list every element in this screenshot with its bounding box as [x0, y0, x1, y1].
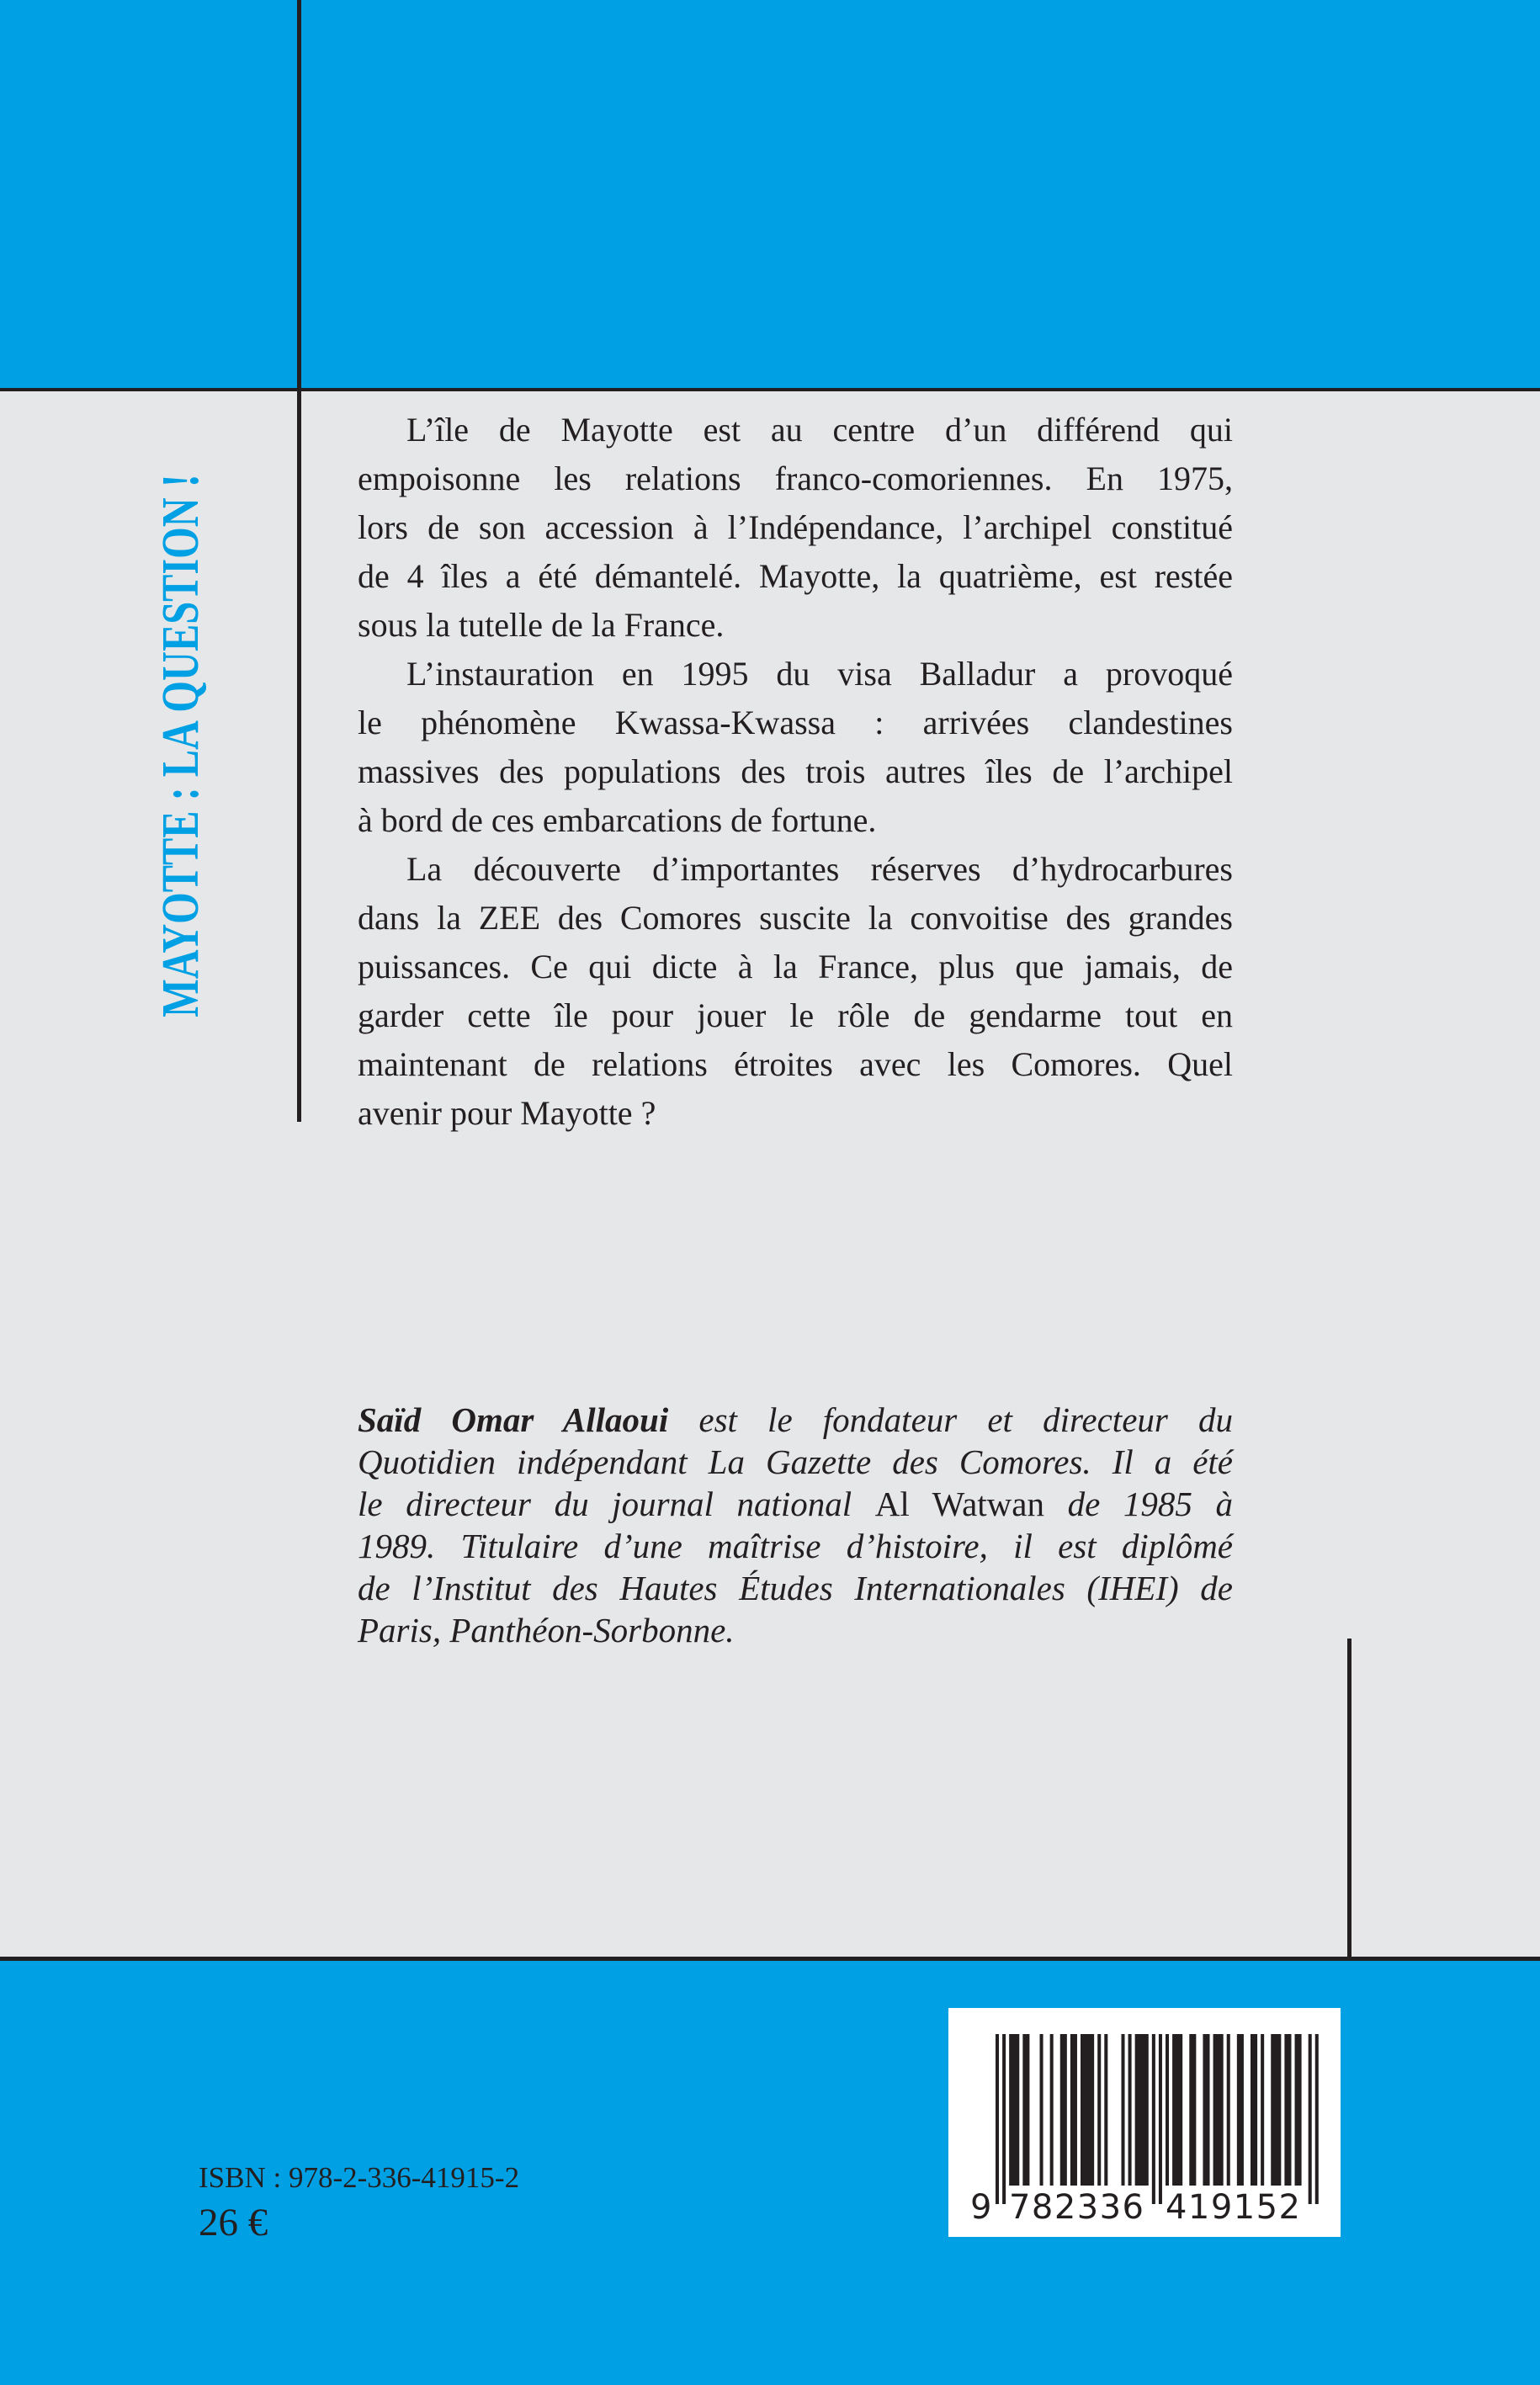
bio-line: de l’Institut des Hautes Études Internationales (IHEI) de: [358, 1569, 1233, 1607]
bio-line: Paris, Panthéon-Sorbonne.: [358, 1611, 735, 1649]
barcode-bar: [1189, 2034, 1196, 2186]
barcode-bar: [1104, 2034, 1107, 2186]
author-name: Saïd Omar Allaoui: [358, 1400, 669, 1439]
barcode-guard-bar: [1315, 2034, 1319, 2204]
bottom-divider-line: [0, 1957, 1540, 1961]
blurb-line: dans la ZEE des Comores suscite la convoitise des grandes: [358, 899, 1233, 937]
barcode: [948, 2008, 1341, 2237]
barcode-digits: [970, 2188, 1300, 2227]
isbn-label: ISBN : 978-2-336-41915-2: [199, 2161, 520, 2194]
barcode-guard-bar: [1152, 2034, 1155, 2204]
barcode-bar: [1284, 2034, 1291, 2186]
barcode-guard-bar: [1309, 2034, 1312, 2204]
author-bio: [358, 1399, 1233, 1651]
barcode-guard-bar: [1002, 2034, 1006, 2204]
barcode-bar: [1271, 2034, 1281, 2186]
right-vertical-rule: [1347, 1639, 1351, 1959]
bio-line: [358, 1483, 1233, 1525]
barcode-bar: [1040, 2034, 1043, 2186]
barcode-bar: [1261, 2034, 1264, 2186]
blurb-line: massives des populations des trois autres îles de l’archipel: [358, 752, 1233, 790]
blurb-line: le phénomène Kwassa-Kwassa : arrivées clandestines: [358, 704, 1233, 741]
barcode-bar: [1121, 2034, 1124, 2186]
blurb-line: à bord de ces embarcations de fortune.: [358, 801, 877, 839]
barcode-bar: [1166, 2034, 1169, 2186]
barcode-bar: [1172, 2034, 1182, 2186]
bio-line: [358, 1399, 1233, 1441]
blurb-paragraph: [358, 845, 1233, 1138]
price-label: 26 €: [199, 2201, 268, 2244]
barcode-bar: [1237, 2034, 1244, 2186]
barcode-guard-bar: [1159, 2034, 1162, 2204]
blurb-line: garder cette île pour jouer le rôle de gendarme tout en: [358, 996, 1233, 1034]
barcode-bars: [996, 2034, 1319, 2204]
bio-line: Quotidien indépendant La Gazette des Comores. Il a été: [358, 1442, 1233, 1481]
vertical-book-title: MAYOTTE : LA QUESTION !: [152, 474, 210, 1017]
barcode-bar: [1070, 2034, 1077, 2186]
blurb-line: L’instauration en 1995 du visa Balladur a provoqué: [406, 655, 1233, 693]
barcode-bar: [1251, 2034, 1257, 2186]
barcode-bar: [1097, 2034, 1101, 2186]
barcode-guard-bar: [996, 2034, 999, 2204]
barcode-bar: [1050, 2034, 1054, 2186]
back-cover-blurb: [358, 406, 1233, 1138]
barcode-bar: [1203, 2034, 1209, 2186]
barcode-bar: [1295, 2034, 1302, 2186]
bio-text: de 1985 à: [1043, 1485, 1233, 1523]
blurb-line: L’île de Mayotte est au centre d’un différend qui: [406, 411, 1233, 449]
barcode-first-digit: 9: [970, 2188, 992, 2227]
left-vertical-rule: [297, 0, 301, 1122]
blurb-line: lors de son accession à l’Indépendance, l’archipel constitué: [358, 508, 1233, 546]
blurb-line: maintenant de relations étroites avec les Comores. Quel: [358, 1045, 1233, 1083]
top-divider-line: [0, 388, 1540, 391]
barcode-bar: [1081, 2034, 1094, 2186]
blurb-line: de 4 îles a été démantelé. Mayotte, la quatrième, est restée: [358, 557, 1233, 595]
blurb-line: avenir pour Mayotte ?: [358, 1094, 656, 1132]
blurb-line: empoisonne les relations franco-comoriennes. En 1975,: [358, 459, 1233, 497]
barcode-bar: [1128, 2034, 1132, 2186]
blurb-line: La découverte d’importantes réserves d’hydrocarbures: [406, 850, 1233, 888]
barcode-right-digits: 419152: [1166, 2188, 1300, 2227]
barcode-bar: [1213, 2034, 1224, 2186]
barcode-bar: [1227, 2034, 1230, 2186]
barcode-graphic: [948, 2008, 1341, 2237]
journal-name: Al Watwan: [874, 1485, 1044, 1523]
barcode-bar: [1009, 2034, 1019, 2186]
bio-line: 1989. Titulaire d’une maîtrise d’histoire, il est diplômé: [358, 1527, 1233, 1565]
blurb-line: puissances. Ce qui dicte à la France, plus que jamais, de: [358, 948, 1233, 985]
barcode-bar: [1135, 2034, 1149, 2186]
barcode-bar: [1022, 2034, 1029, 2186]
top-color-band: [0, 0, 1540, 390]
bio-text: est le fondateur et directeur du: [668, 1400, 1233, 1439]
blurb-line: sous la tutelle de la France.: [358, 606, 725, 644]
blurb-paragraph: [358, 406, 1233, 650]
barcode-left-digits: 782336: [1009, 2188, 1144, 2227]
blurb-paragraph: [358, 650, 1233, 845]
barcode-bar: [1060, 2034, 1067, 2186]
bio-text: le directeur du journal national: [358, 1485, 875, 1523]
